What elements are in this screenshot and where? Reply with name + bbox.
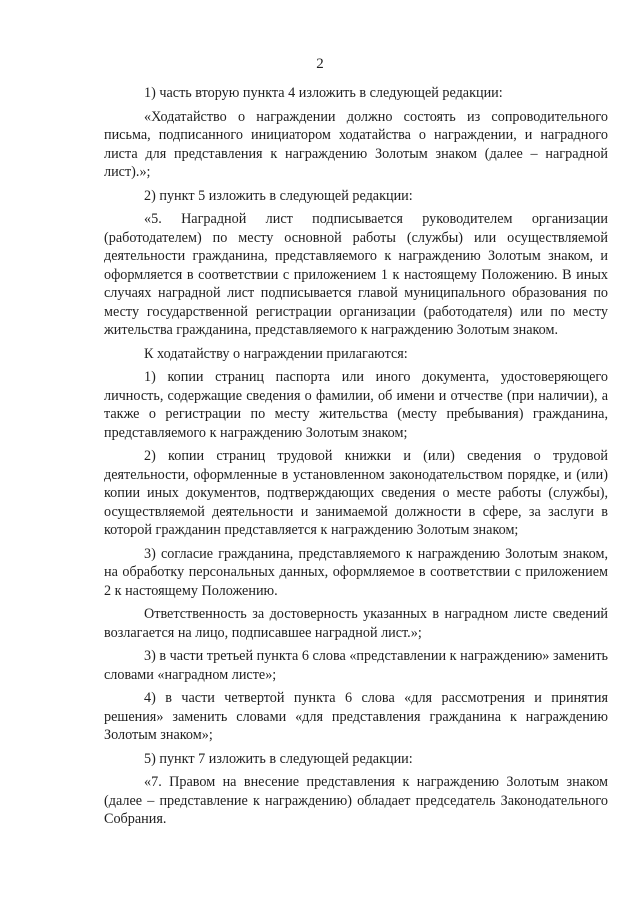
paragraph-2: «Ходатайство о награждении должно состоять из сопроводительного письма, подписанного инициатором ходатайства о награждении, и наградного листа для представления к награждению Золотым знаком (далее – наградной лист).»; [104,108,608,180]
paragraph-11: 4) в части четвертой пункта 6 слова «для рассмотрения и принятия решения» заменить словами «для представления гражданина к награждению Золотым знаком»; [104,690,608,743]
document-body [104,84,608,834]
paragraph-3: 2) пункт 5 изложить в следующей редакции: [144,187,413,204]
paragraph-9: Ответственность за достоверность указанных в наградном листе сведений возлагается на лицо, подписавшее наградной лист.»; [104,606,608,641]
paragraph-4: «5. Наградной лист подписывается руководителем организации (работодателем) по месту основной работы (службы) или осуществляемой деятельности гражданина, представляемого к награждению Золотым знаком, и оформляется в соответствии с приложением 1 к настоящему Положению. В иных случаях наградной лист подписывается главой муниципального образования по месту государственной регистрации организации (работодателя) или по месту жительства гражданина, представляемого к награждению Золотым знаком. [104,211,608,338]
paragraph-7: 2) копии страниц трудовой книжки и (или) сведения о трудовой деятельности, оформленные в установленном законодательством порядке, и (или) копии иных документов, подтверждающих сведения о месте работы (службы), осуществляемой деятельности и занимаемой должности в сфере, за заслуги в которой гражданин представляется к награждению Золотым знаком; [104,448,608,538]
paragraph-12: 5) пункт 7 изложить в следующей редакции: [144,750,413,767]
page-number: 2 [316,56,324,72]
paragraph-13: «7. Правом на внесение представления к награждению Золотым знаком (далее – представление к награждению) обладает председатель Законодательного Собрания. [104,774,608,827]
paragraph-5: К ходатайству о награждении прилагаются: [144,345,408,362]
paragraph-8: 3) согласие гражданина, представляемого к награждению Золотым знаком, на обработку персональных данных, оформляемое в соответствии с приложением 2 к настоящему Положению. [104,545,608,599]
paragraph-6: 1) копии страниц паспорта или иного документа, удостоверяющего личность, содержащие сведения о фамилии, об имени и отчестве (при наличии), а также о регистрации по месту жительства (месту пребывания) гражданина, представляемого к награждению Золотым знаком; [104,369,608,441]
paragraph-10: 3) в части третьей пункта 6 слова «представлении к награждению» заменить словами «наградном листе»; [104,648,608,683]
paragraph-1: 1) часть вторую пункта 4 изложить в следующей редакции: [144,85,503,101]
